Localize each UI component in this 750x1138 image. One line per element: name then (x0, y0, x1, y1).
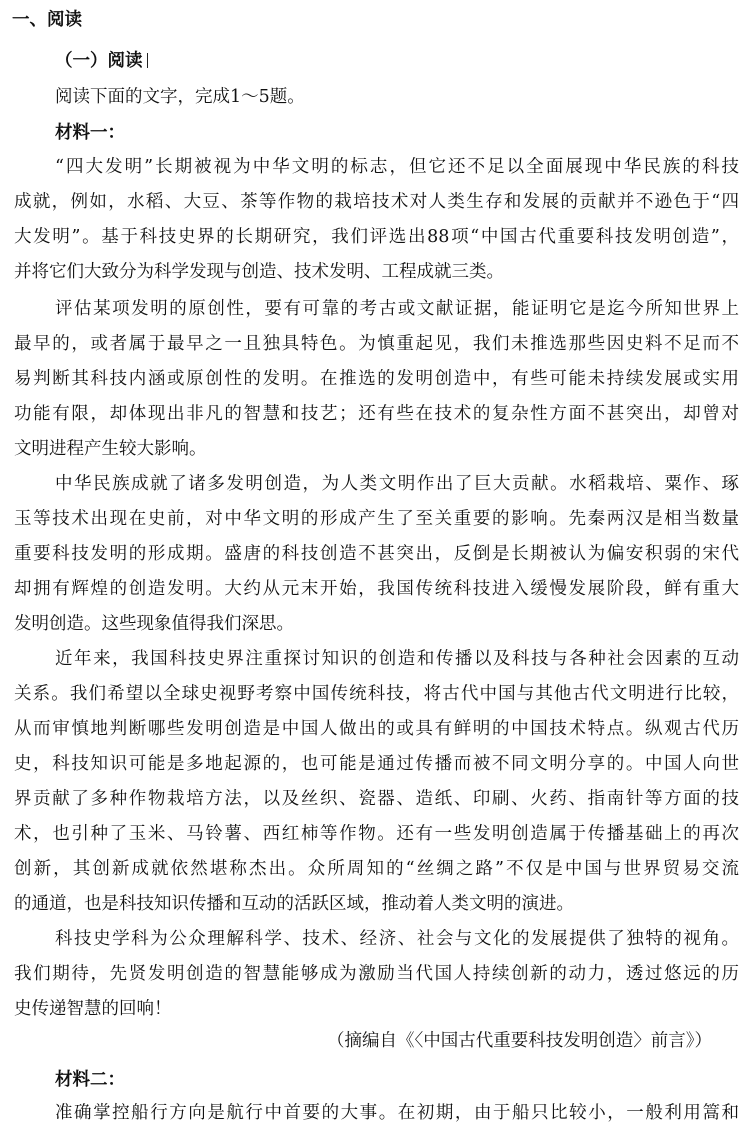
material1-line: “四大发明”长期被视为中华文明的标志，但它还不足以全面展现中华民族的科技 (55, 157, 739, 177)
material1-line: 界贡献了多种作物栽培方法，以及丝织、瓷器、造纸、印刷、火药、指南针等方面的技 (14, 789, 739, 809)
material1-line: 文明进程产生较大影响。 (14, 439, 207, 459)
material1-line: 创新，其创新成就依然堪称杰出。众所周知的“丝绸之路”不仅是中国与世界贸易交流 (14, 859, 739, 879)
material1-line: 玉等技术出现在史前，对中华文明的形成产生了至关重要的影响。先秦两汉是相当数量 (14, 509, 739, 529)
material1-line: 并将它们大致分为科学发现与创造、技术发明、工程成就三类。 (14, 262, 504, 282)
material1-line: 术，也引种了玉米、马铃薯、西红柿等作物。还有一些发明创造属于传播基础上的再次 (14, 824, 739, 844)
material1-line: 关系。我们希望以全球史视野考察中国传统科技，将古代中国与其他古代文明进行比较， (14, 684, 739, 704)
material1-label: 材料一： (55, 123, 125, 143)
subsection-title: （一）阅读 (55, 49, 750, 73)
material1-line: 科技史学科为公众理解科学、技术、经济、社会与文化的发展提供了独特的视角。 (55, 929, 739, 949)
material1-line: 近年来，我国科技史界注重探讨知识的创造和传播以及科技与各种社会因素的互动 (55, 649, 739, 669)
text-cursor (147, 53, 148, 68)
material1-line: 成就，例如，水稻、大豆、茶等作物的栽培技术对人类生存和发展的贡献并不逊色于“四 (14, 192, 739, 212)
material1-line: 评估某项发明的原创性，要有可靠的考古或文献证据，能证明它是迄今所知世界上 (55, 299, 739, 319)
material2-label: 材料二： (55, 1070, 125, 1090)
material1-line: 我们期待，先贤发明创造的智慧能够成为激励当代国人持续创新的动力，透过悠远的历 (14, 964, 739, 984)
material1-line: 发明创造。这些现象值得我们深思。 (14, 614, 294, 634)
material1-line: 大发明”。基于科技史界的长期研究，我们评选出88项“中国古代重要科技发明创造”， (14, 227, 739, 247)
material1-source: （摘编自《〈中国古代重要科技发明创造〉前言》） (327, 1031, 712, 1051)
material1-line: 史传递智慧的回响！ (14, 999, 172, 1019)
material1-line: 最早的，或者属于最早之一且独具特色。为慎重起见，我们未推选那些因史料不足而不 (14, 334, 739, 354)
material1-line: 中华民族成就了诸多发明创造，为人类文明作出了巨大贡献。水稻栽培、粟作、琢 (55, 474, 739, 494)
instruction: 阅读下面的文字，完成1～5题。 (55, 87, 305, 107)
material1-line: 易判断其科技内涵或原创性的发明。在推选的发明创造中，有些可能未持续发展或实用 (14, 369, 739, 389)
material1-line: 从而审慎地判断哪些发明创造是中国人做出的或具有鲜明的中国技术特点。纵观古代历 (14, 719, 739, 739)
material1-line: 的通道，也是科技知识传播和互动的活跃区域，推动着人类文明的演进。 (14, 894, 574, 914)
material1-line: 史，科技知识可能是多地起源的，也可能是通过传播而被不同文明分享的。中国人向世 (14, 754, 739, 774)
material1-line: 却拥有辉煌的创造发明。大约从元末开始，我国传统科技进入缓慢发展阶段，鲜有重大 (14, 579, 739, 599)
material1-line: 重要科技发明的形成期。盛唐的科技创造不甚突出，反倒是长期被认为偏安积弱的宋代 (14, 544, 739, 564)
material1-line: 功能有限，却体现出非凡的智慧和技艺；还有些在技术的复杂性方面不甚突出，却曾对 (14, 404, 739, 424)
material2-line: 准确掌控船行方向是航行中首要的大事。在初期，由于船只比较小，一般利用篙和 (55, 1103, 739, 1123)
section-title: 一、阅读 (12, 10, 82, 30)
